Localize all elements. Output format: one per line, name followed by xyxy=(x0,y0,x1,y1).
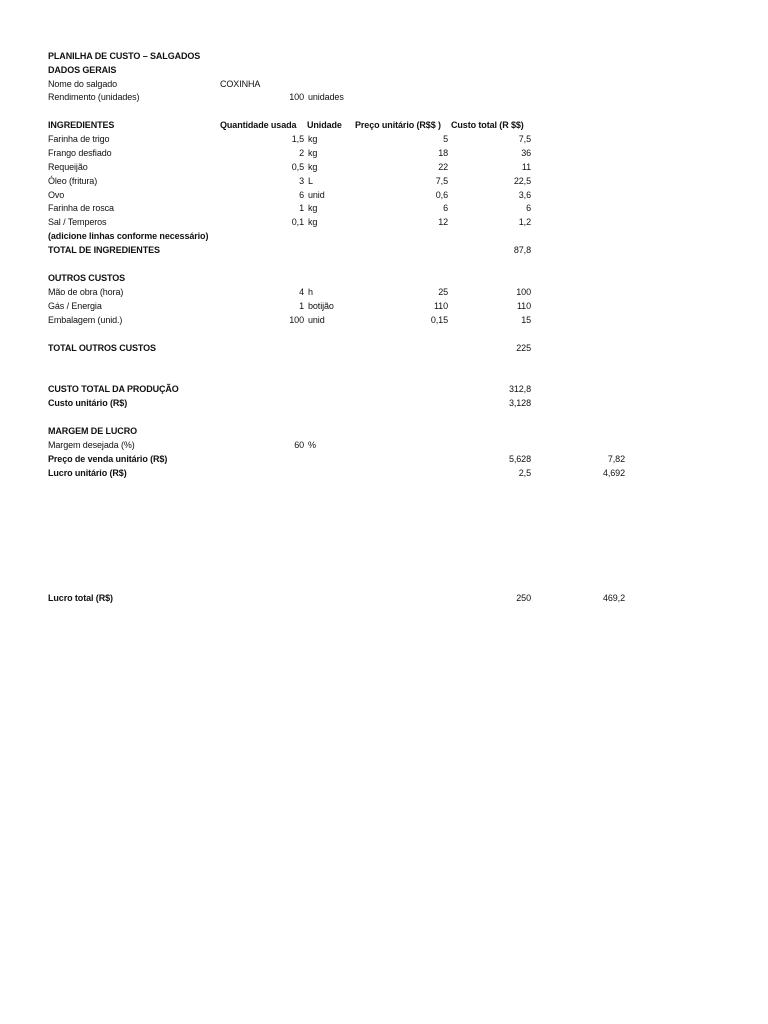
cost-total: 100 xyxy=(516,287,531,297)
cost-price: 25 xyxy=(438,287,448,297)
ingredient-total: 11 xyxy=(521,162,531,172)
lucro-unitario-value: 2,5 xyxy=(518,468,531,478)
ingredient-name: Farinha de trigo xyxy=(48,134,110,144)
cost-unit: unid xyxy=(308,315,325,325)
cost-qty: 100 xyxy=(289,315,304,325)
ingredient-unit: kg xyxy=(308,217,318,227)
lucro-total-label: Lucro total (R$) xyxy=(48,593,113,603)
header-custo-total: Custo total (R $$) xyxy=(451,120,524,130)
ingredient-qty: 0,5 xyxy=(291,162,304,172)
cost-price: 110 xyxy=(433,301,448,311)
rendimento-label: Rendimento (unidades) xyxy=(48,92,140,102)
total-outros-value: 225 xyxy=(516,343,531,353)
cost-name: Embalagem (unid.) xyxy=(48,315,123,325)
lucro-total-value-2: 469,2 xyxy=(602,593,625,603)
header-quantidade: Quantidade usada xyxy=(220,120,297,130)
ingredient-price: 7,5 xyxy=(435,176,448,186)
custo-total-producao-label: CUSTO TOTAL DA PRODUÇÃO xyxy=(48,384,179,394)
ingredient-unit: kg xyxy=(308,134,318,144)
ingredient-name: Requeijão xyxy=(48,162,88,172)
ingredient-qty: 3 xyxy=(299,176,304,186)
cost-total: 110 xyxy=(516,301,531,311)
ingredient-name: Ovo xyxy=(48,190,65,200)
cost-unit: botijão xyxy=(308,301,334,311)
margem-desejada-label: Margem desejada (%) xyxy=(48,440,135,450)
cost-price: 0,15 xyxy=(430,315,448,325)
rendimento-unit: unidades xyxy=(308,92,344,102)
ingredient-name: Frango desfiado xyxy=(48,148,112,158)
lucro-unitario-label: Lucro unitário (R$) xyxy=(48,468,127,478)
ingredient-total: 1,2 xyxy=(518,217,531,227)
ingredient-price: 5 xyxy=(443,134,448,144)
header-unidade: Unidade xyxy=(307,120,342,130)
custo-total-producao-value: 312,8 xyxy=(508,384,531,394)
ingredient-price: 22 xyxy=(438,162,448,172)
custo-unitario-label: Custo unitário (R$) xyxy=(48,398,128,408)
ingredient-total: 7,5 xyxy=(518,134,531,144)
ingredient-qty: 2 xyxy=(299,148,304,158)
ingredient-total: 36 xyxy=(521,148,531,158)
cost-total: 15 xyxy=(521,315,531,325)
cost-unit: h xyxy=(308,287,313,297)
ingredient-price: 12 xyxy=(438,217,448,227)
ingredient-price: 6 xyxy=(443,203,448,213)
rendimento-value: 100 xyxy=(289,92,304,102)
lucro-unitario-value-2: 4,692 xyxy=(602,468,625,478)
ingredient-qty: 1,5 xyxy=(291,134,304,144)
preco-venda-value: 5,628 xyxy=(508,454,531,464)
cost-qty: 1 xyxy=(299,301,304,311)
custo-unitario-value: 3,128 xyxy=(508,398,531,408)
ingredient-total: 6 xyxy=(526,203,531,213)
ingredient-unit: unid xyxy=(308,190,325,200)
preco-venda-value-2: 7,82 xyxy=(607,454,625,464)
total-ingredientes-label: TOTAL DE INGREDIENTES xyxy=(48,245,160,255)
ingredient-name: Óleo (fritura) xyxy=(48,176,98,186)
ingredient-name: Farinha de rosca xyxy=(48,203,114,213)
ingredient-name: Sal / Temperos xyxy=(48,217,107,227)
nome-label: Nome do salgado xyxy=(48,79,118,89)
ingredient-price: 0,6 xyxy=(435,190,448,200)
margem-desejada-value: 60 xyxy=(294,440,304,450)
header-preco: Preço unitário (R$$ ) xyxy=(355,120,441,130)
margem-desejada-unit: % xyxy=(308,440,316,450)
ingredient-qty: 1 xyxy=(299,203,304,213)
ingredient-total: 22,5 xyxy=(513,176,531,186)
sheet-title: PLANILHA DE CUSTO – SALGADOS xyxy=(48,51,201,61)
header-ingredientes: INGREDIENTES xyxy=(48,120,115,130)
ingredient-unit: kg xyxy=(308,148,318,158)
total-ingredientes-value: 87,8 xyxy=(513,245,531,255)
ingredient-total: 3,6 xyxy=(518,190,531,200)
section-outros-custos: OUTROS CUSTOS xyxy=(48,273,126,283)
ingredient-unit: kg xyxy=(308,203,318,213)
nome-value: COXINHA xyxy=(220,79,261,89)
ingredient-qty: 6 xyxy=(299,190,304,200)
ingredient-qty: 0,1 xyxy=(291,217,304,227)
cost-name: Gás / Energia xyxy=(48,301,102,311)
cost-name: Mão de obra (hora) xyxy=(48,287,124,297)
section-dados-gerais: DADOS GERAIS xyxy=(48,65,117,75)
total-outros-label: TOTAL OUTROS CUSTOS xyxy=(48,343,156,353)
section-margem: MARGEM DE LUCRO xyxy=(48,426,137,436)
ingredient-price: 18 xyxy=(438,148,448,158)
preco-venda-label: Preço de venda unitário (R$) xyxy=(48,454,168,464)
ingredients-note: (adicione linhas conforme necessário) xyxy=(48,231,209,241)
lucro-total-value: 250 xyxy=(516,593,531,603)
ingredient-unit: L xyxy=(308,176,313,186)
cost-qty: 4 xyxy=(299,287,304,297)
ingredient-unit: kg xyxy=(308,162,318,172)
